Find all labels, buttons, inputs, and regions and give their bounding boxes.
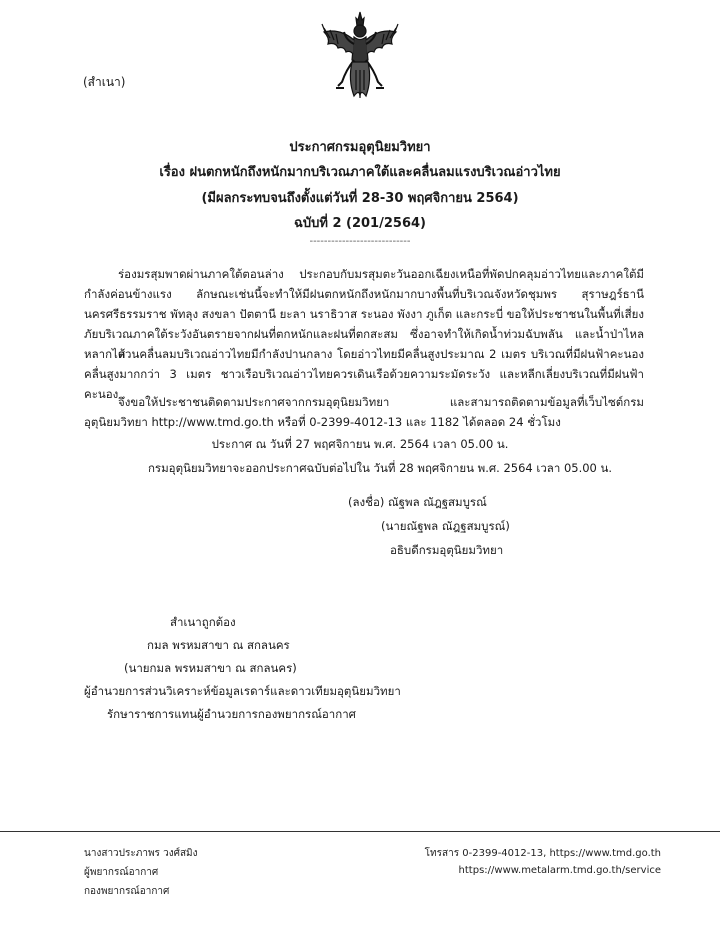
certification-label: สำเนาถูกต้อง xyxy=(170,615,236,629)
signature-position: อธิบดีกรมอุตุนิยมวิทยา xyxy=(390,543,504,557)
signature-name: (นายณัฐพล ณัฎฐสมบูรณ์) xyxy=(381,519,510,533)
certification-signed: กมล พรหมสาขา ณ สกลนคร xyxy=(147,638,290,652)
footer-service-url: https://www.metalarm.tmd.go.th/service xyxy=(458,865,661,876)
announcement-date: ประกาศ ณ วันที่ 27 พฤศจิกายน พ.ศ. 2564 เวลา 05.00 น. xyxy=(211,437,509,451)
footer-division: กองพยากรณ์อากาศ xyxy=(84,886,170,897)
certification-acting: รักษาราชการแทนผู้อำนวยการกองพยากรณ์อากาศ xyxy=(107,707,356,721)
issue-number: ฉบับที่ 2 (201/2564) xyxy=(294,216,426,231)
footer-divider xyxy=(0,831,720,832)
signature-signed: (ลงชื่อ) ณัฐพล ณัฎฐสมบูรณ์ xyxy=(348,495,487,509)
certification-name: (นายกมล พรหมสาขา ณ สกลนคร) xyxy=(124,661,297,675)
announcement-title: ประกาศกรมอุตุนิยมวิทยา xyxy=(289,140,431,155)
paragraph-wave-forecast: ส่วนคลื่นลมบริเวณอ่าวไทยมีกำลังปานกลาง โดยอ่าวไทยมีคลื่นสูงประมาณ 2 เมตร บริเวณที่มีฝนฟ้าคะนองคลื่นสูงมากกว่า 3 เมตร ชาวเรือบริเวณอ่าวไทยควรเดินเรือด้วยความระมัดระวัง และหลีกเลี่ยงบริเวณที่มีฝนฟ้าคะนอง xyxy=(84,347,644,401)
paragraph-follow-up: จึงขอให้ประชาชนติดตามประกาศจากกรมอุตุนิยมวิทยา และสามารถติดตามข้อมูลที่เว็บไซต์กรมอุตุนิยมวิทยา http://www.tmd.go.th หรือที่ 0-2399-4012-13 และ 1182 ได้ตลอด 24 ชั่วโมง xyxy=(84,395,644,429)
footer-author: นางสาวประภาพร วงศ์สมิง xyxy=(84,848,198,859)
certification-position: ผู้อำนวยการส่วนวิเคราะห์ข้อมูลเรดาร์และดาวเทียมอุตุนิยมวิทยา xyxy=(84,684,401,698)
paragraph-rain-forecast: ร่องมรสุมพาดผ่านภาคใต้ตอนล่าง ประกอบกับมรสุมตะวันออกเฉียงเหนือที่พัดปกคลุมอ่าวไทยและภาคใต้มีกำลังค่อนข้างแรง ลักษณะเช่นนี้จะทำให้มีฝนตกหนักถึงหนักมากบางพื้นที่บริเวณจังหวัดชุมพร สุราษฎร์ธานี นครศรีธรรมราช พัทลุง สงขลา ปัตตานี ยะลา นราธิวาส ระนอง พังงา ภูเก็ต และกระบี่ ขอให้ประชาชนในพื้นที่เสี่ยงภัยบริเวณภาคใต้ระวังอันตรายจากฝนที่ตกหนักและฝนที่ตกสะสม ซึ่งอาจทำให้เกิดน้ำท่วมฉับพลัน และน้ำป่าไหลหลากได้ xyxy=(84,267,644,361)
effect-period: (มีผลกระทบจนถึงตั้งแต่วันที่ 28-30 พฤศจิกายน 2564) xyxy=(201,191,519,206)
copy-mark: (สำเนา) xyxy=(83,75,126,89)
garuda-emblem-icon xyxy=(318,10,402,100)
footer-contact: โทรสาร 0-2399-4012-13, https://www.tmd.go.th xyxy=(424,848,661,859)
next-issue-notice: กรมอุตุนิยมวิทยาจะออกประกาศฉบับต่อไปใน วันที่ 28 พฤศจิกายน พ.ศ. 2564 เวลา 05.00 น. xyxy=(147,461,613,475)
announcement-subject: เรื่อง ฝนตกหนักถึงหนักมากบริเวณภาคใต้และคลื่นลมแรงบริเวณอ่าวไทย xyxy=(159,165,561,180)
footer-author-role: ผู้พยากรณ์อากาศ xyxy=(84,867,159,878)
separator: ---------------------------- xyxy=(309,236,411,247)
